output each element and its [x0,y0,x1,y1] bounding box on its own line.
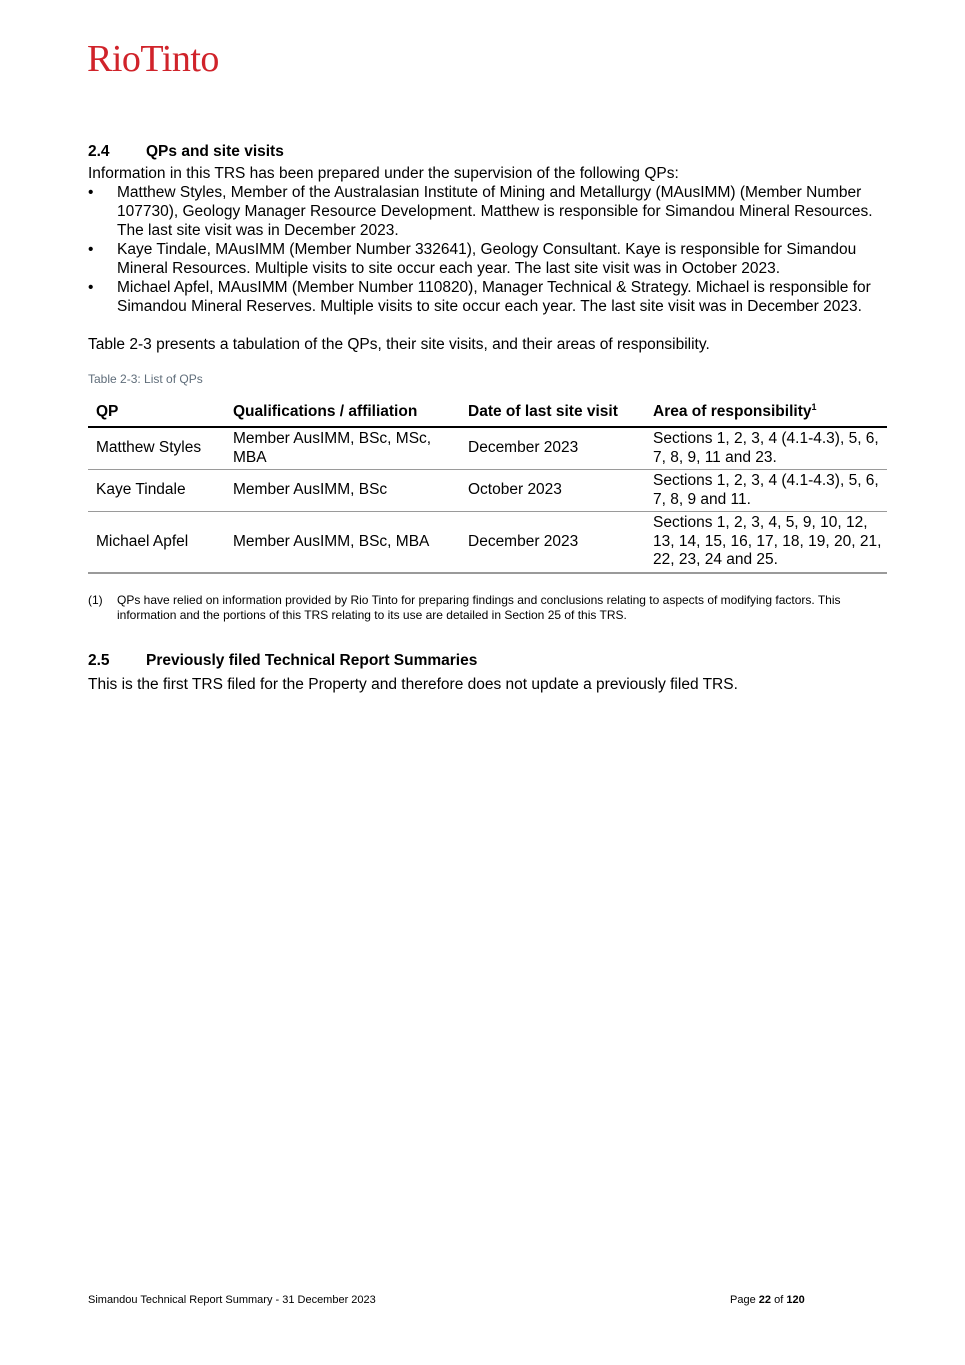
page-label: Page [730,1294,756,1306]
qp-bullet-list [88,183,888,316]
header-area [645,398,887,427]
cell-area: Sections 1, 2, 3, 4 (4.1-4.3), 5, 6, 7, 8, 9 and 11. [645,470,887,512]
bullet-icon: • [88,184,94,201]
cell-date: October 2023 [460,470,645,512]
table-row [88,470,887,512]
footer-page-number [730,1293,805,1307]
section-number: 2.5 [88,651,110,669]
footer-report-title: Simandou Technical Report Summary - 31 December 2023 [88,1294,376,1306]
table-intro-paragraph: Table 2-3 presents a tabulation of the QPs, their site visits, and their areas of responsibility. [88,336,710,353]
bullet-icon: • [88,279,94,296]
header-qualifications: Qualifications / affiliation [225,398,460,427]
list-item-text: Matthew Styles, Member of the Australasian Institute of Mining and Metallurgy (MAusIMM) (Member Number 107730), Geology Manager Resource Development. Matthew is responsible for Simandou Mineral Resources. The last site visit was in December 2023. [117,184,873,239]
list-item [88,183,888,240]
document-body [88,142,888,694]
page-current: 22 [758,1294,772,1306]
section-2-5-paragraph: This is the first TRS filed for the Property and therefore does not update a previously filed TRS. [88,675,738,693]
bullet-icon: • [88,241,94,258]
list-item-text: Michael Apfel, MAusIMM (Member Number 110820), Manager Technical & Strategy. Michael is responsible for Simandou Mineral Reserves. Multiple visits to site occur each year. The last site visit was in December 2023. [117,279,871,315]
rio-tinto-logo: RioTinto [87,38,219,80]
header-date: Date of last site visit [460,398,645,427]
section-heading-2-5 [88,651,888,670]
intro-paragraph: Information in this TRS has been prepared under the supervision of the following QPs: [88,165,679,182]
footnote-text: QPs have relied on information provided by Rio Tinto for preparing findings and conclusions relating to aspects of modifying factors. This information and the portions of this TRS relating to its use are detailed in Section 25 of this TRS. [117,592,841,622]
cell-qualifications: Member AusIMM, BSc, MBA [225,512,460,573]
footnote-number: (1) [88,592,103,607]
cell-area: Sections 1, 2, 3, 4 (4.1-4.3), 5, 6, 7, 8, 9, 11 and 23. [645,427,887,470]
cell-qp: Kaye Tindale [88,470,225,512]
list-item-text: Kaye Tindale, MAusIMM (Member Number 332641), Geology Consultant. Kaye is responsible for Simandou Mineral Resources. Multiple visits to site occur each year. The last site visit was in October 2023. [117,241,857,277]
table-row [88,427,887,470]
list-item [88,240,888,278]
section-title: QPs and site visits [146,143,284,160]
table-footnote [88,593,888,623]
cell-date: December 2023 [460,427,645,470]
table-row [88,512,887,573]
cell-date: December 2023 [460,512,645,573]
cell-qualifications: Member AusIMM, BSc [225,470,460,512]
header-area-label: Area of responsibility [653,402,812,420]
table-caption: Table 2-3: List of QPs [88,372,203,386]
header-qp: QP [88,398,225,427]
qp-table [88,398,887,574]
section-heading-2-4 [88,142,888,161]
table-header-row [88,398,887,427]
cell-qp: Michael Apfel [88,512,225,573]
footnote-marker: 1 [811,401,817,412]
cell-area: Sections 1, 2, 3, 4, 5, 9, 10, 12, 13, 14, 15, 16, 17, 18, 19, 20, 21, 22, 23, 24 and 25. [645,512,887,573]
page-total: 120 [786,1294,805,1306]
list-item [88,278,888,316]
section-title: Previously filed Technical Report Summaries [146,651,478,669]
section-number: 2.4 [88,143,110,160]
cell-qualifications: Member AusIMM, BSc, MSc, MBA [225,427,460,470]
cell-qp: Matthew Styles [88,427,225,470]
of-label: of [774,1294,784,1306]
